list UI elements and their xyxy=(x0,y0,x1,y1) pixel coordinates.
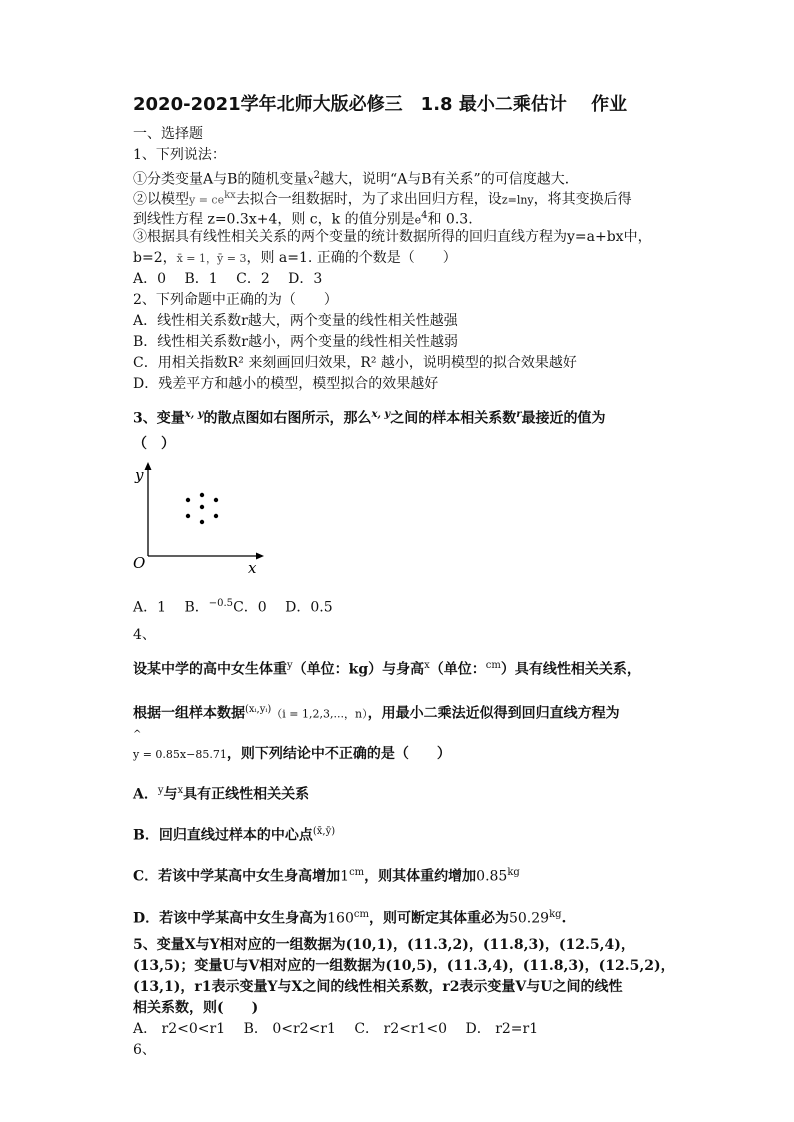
scatter-point xyxy=(214,514,218,518)
q4-stem-line-1: 设某中学的高中女生体重$^y$（单位：kg）与身高$^x$（单位：$^{cm}$）具有线性相关关系， xyxy=(133,660,641,678)
section-heading: 一、选择题 xyxy=(133,126,203,142)
q1-statement-3-cont: b=2，x̄ = 1，ȳ = 3，则 a=1. 正确的个数是（ ） xyxy=(133,250,457,266)
y-axis-label: y xyxy=(135,466,144,484)
scatter-point xyxy=(186,514,190,518)
q5-line-4: 相关系数，则( ) xyxy=(133,1000,259,1016)
q5-line-2: (13,5)；变量U与V相对应的一组数据为(10,5)，(11.3,4)，(11.8,3)，(12.5,2)， xyxy=(133,958,675,974)
x-axis-arrow xyxy=(256,553,264,560)
x-axis-label: x xyxy=(248,559,257,577)
page-title: 2020-2021学年北师大版必修三 1.8 最小二乘估计 作业 xyxy=(133,94,628,115)
q4-option-b: B．回归直线过样本的中心点$^{(x̄,ȳ)}$ xyxy=(133,826,336,844)
q3-stem: 3、变量$^{x, y}$的散点图如右图所示，那么$^{x, y}$之间的样本相关系数$^r$最接近的值为 xyxy=(133,409,606,427)
q2-option-c: C．用相关指数R² 来刻画回归效果，R² 越小，说明模型的拟合效果越好 xyxy=(133,355,577,371)
q4-option-a: A．$^y$与$^x$具有正线性相关关系 xyxy=(133,785,310,803)
q1-statement-2-cont: 到线性方程 z=0.3x+4，则 c，k 的值分别是$e^4$和 0.3. xyxy=(133,210,473,228)
q6-number: 6、 xyxy=(133,1042,156,1058)
q1-options: A．0 B．1 C．2 D．3 xyxy=(133,271,323,287)
q3-options: A．1 B．$^{-0.5}$C．0 D．0.5 xyxy=(133,598,333,616)
q1-statement-2: ②以模型$y = ce^{kx}$去拟合一组数据时，为了求出回归方程，设z=lny，将其变换后得 xyxy=(133,190,632,208)
q1-statement-3: ③根据具有线性相关关系的两个变量的统计数据所得的回归直线方程为y=a+bx中， xyxy=(133,229,652,245)
q2-option-a: A．线性相关系数r越大，两个变量的线性相关性越强 xyxy=(133,313,458,329)
q1-number: 1、下列说法： xyxy=(133,147,226,163)
scatter-point xyxy=(200,493,204,497)
q5-line-1: 5、变量X与Y相对应的一组数据为(10,1)，(11.3,2)，(11.8,3)，(12.5,4)， xyxy=(133,937,635,953)
q4-stem-line-3: y = 0.85x−85.71，则下列结论中不正确的是（ ） xyxy=(133,746,451,762)
q2-number: 2、下列命题中正确的为（ ） xyxy=(133,292,338,308)
scatter-point xyxy=(214,498,218,502)
scatter-point xyxy=(200,520,204,524)
q2-option-b: B．线性相关系数r越小，两个变量的线性相关性越弱 xyxy=(133,334,458,350)
scatter-plot-figure xyxy=(128,460,278,580)
origin-label: O xyxy=(133,554,146,572)
q4-stem-line-2: 根据一组样本数据$^{(xᵢ,yᵢ)}$（i = 1,2,3,...，n），用最小二乘法近似得到回归直线方程为 xyxy=(133,704,620,722)
q5-options: A． r2<0<r1 B． 0<r2<r1 C． r2<r1<0 D． r2=r1 xyxy=(133,1021,539,1037)
q4-number: 4、 xyxy=(133,627,156,643)
q1-statement-1: ①分类变量A与B的随机变量$x^2$越大，说明“A与B有关系”的可信度越大． xyxy=(133,170,579,188)
q4-option-c: C．若该中学某高中女生身高增加$1^{cm}$，则其体重约增加$0.85^{kg}$ xyxy=(133,867,520,885)
scatter-point xyxy=(186,498,190,502)
scatter-points xyxy=(186,493,218,524)
scatter-point xyxy=(200,505,204,509)
q3-paren: （ ） xyxy=(133,436,175,452)
q2-option-d: D．残差平方和越小的模型，模型拟合的效果越好 xyxy=(133,376,439,392)
q4-option-d: D．若该中学某高中女生身高为$160^{cm}$，则可断定其体重必为$50.29^{kg}$. xyxy=(133,909,567,927)
q4-hat-mark: ^ xyxy=(133,729,142,740)
y-axis-arrow xyxy=(145,462,152,470)
q5-line-3: (13,1)，r1表示变量Y与X之间的线性相关系数，r2表示变量V与U之间的线性 xyxy=(133,979,623,995)
